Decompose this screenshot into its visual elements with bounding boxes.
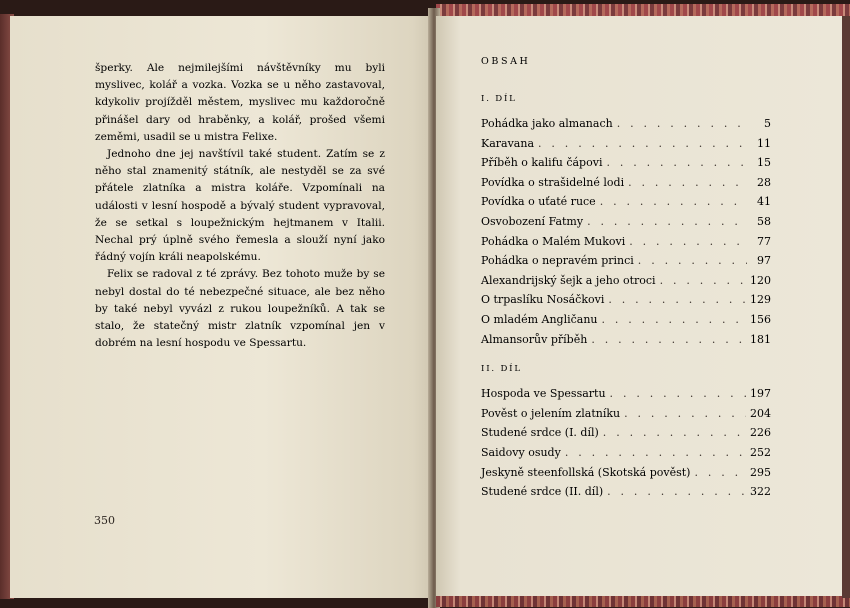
toc-entry [481, 271, 771, 291]
dot-leader [694, 463, 746, 483]
toc-entry [481, 251, 771, 271]
entry-title: Studené srdce (II. díl) [481, 485, 604, 499]
entry-page: 129 [750, 293, 771, 307]
toc-entry [481, 173, 771, 193]
entry-title: O mladém Angličanu [481, 312, 598, 326]
toc-entry [481, 443, 771, 463]
toc-entry [481, 330, 771, 350]
toc-part-2 [481, 384, 771, 502]
dot-leader [606, 153, 747, 173]
dot-leader [660, 271, 746, 291]
cover-pattern-bottom [436, 596, 850, 607]
entry-title: Almansorův příběh [481, 332, 588, 346]
dot-leader [610, 384, 746, 404]
entry-page: 28 [757, 175, 771, 189]
toc-entry [481, 134, 771, 154]
entry-title: Příběh o kalifu čápovi [481, 156, 603, 170]
dot-leader [629, 232, 747, 252]
toc-entry [481, 310, 771, 330]
entry-page: 120 [750, 273, 771, 287]
entry-page: 5 [764, 117, 771, 130]
dot-leader [538, 134, 747, 154]
entry-page: 295 [750, 465, 771, 479]
left-page-text [95, 60, 385, 352]
part-heading: I. DÍL [481, 94, 517, 104]
entry-title: Pověst o jelením zlatníku [481, 406, 621, 420]
toc-entry [481, 482, 771, 502]
table-of-contents [481, 56, 771, 502]
book-cover-edge-right [842, 16, 850, 598]
dot-leader [565, 443, 746, 463]
entry-page: 97 [757, 254, 771, 268]
entry-page: 156 [750, 312, 771, 326]
entry-title: Pohádka o nepravém princi [481, 254, 634, 268]
paragraph: šperky. Ale nejmilejšími návštěvníky mu byli myslivec, kolář a vozka. Vozka se u něho zastavoval, kdykoliv projížděl městem, myslivec mu každoročně přinášel dary od hraběnky, a kolář, prošed všemi zeměmi, usadil se u mistra Felixe. [95, 62, 385, 143]
entry-page: 15 [757, 156, 771, 170]
entry-title: Alexandrijský šejk a jeho otroci [481, 273, 656, 287]
dot-leader [617, 114, 747, 134]
dot-leader [607, 482, 746, 502]
toc-entry [481, 114, 771, 134]
entry-title: Osvobození Fatmy [481, 214, 584, 228]
entry-page: 197 [750, 387, 771, 401]
entry-page: 77 [757, 234, 771, 248]
entry-title: Pohádka jako almanach [481, 117, 613, 130]
dot-leader [602, 310, 747, 330]
page-number: 350 [94, 514, 115, 527]
dot-leader [591, 330, 746, 350]
dot-leader [624, 404, 746, 424]
entry-page: 252 [750, 445, 771, 459]
entry-title: Pohádka o Malém Mukovi [481, 234, 626, 248]
entry-page: 181 [750, 332, 771, 346]
toc-entry [481, 463, 771, 483]
entry-page: 322 [750, 485, 771, 499]
paragraph: Jednoho dne jej navštívil také student. Zatím se z něho stal znamenitý státník, ale nestyděl se za své přátele zlatníka a mistra koláře. Vzpomínali na události v lesní hospodě a bývalý student vypravoval, že se setkal s loupežnickým hejtmanem v Italii. Nechal prý úplně svého řemesla a slouží nyní jako řádný vojín králi neapolskému. [95, 148, 385, 264]
entry-title: Hospoda ve Spessartu [481, 387, 606, 401]
entry-title: Povídka o uťaté ruce [481, 195, 596, 209]
toc-entry [481, 212, 771, 232]
entry-page: 41 [757, 195, 771, 209]
dot-leader [608, 290, 746, 310]
entry-title: Saidovy osudy [481, 445, 561, 459]
entry-page: 11 [757, 136, 771, 150]
dot-leader [628, 173, 747, 193]
toc-entry [481, 192, 771, 212]
entry-title: Karavana [481, 136, 535, 150]
cover-pattern-top [436, 4, 850, 16]
toc-entry [481, 404, 771, 424]
dot-leader [587, 212, 747, 232]
entry-title: Jeskyně steenfollská (Skotská pověst) [481, 465, 691, 479]
dot-leader [600, 192, 747, 212]
entry-title: Povídka o strašidelné lodi [481, 175, 625, 189]
entry-title: Studené srdce (I. díl) [481, 426, 599, 440]
entry-page: 204 [750, 406, 771, 420]
entry-title: O trpaslíku Nosáčkovi [481, 293, 605, 307]
toc-entry [481, 232, 771, 252]
toc-title: OBSAH [481, 56, 531, 67]
toc-entry [481, 153, 771, 173]
dot-leader [638, 251, 747, 271]
entry-page: 58 [757, 214, 771, 228]
paragraph: Felix se radoval z té zprávy. Bez tohoto muže by se nebyl dostal do té nebezpečné situace, ale bez něho by také nebyl vyvázl z rukou loupežníků. A tak se stalo, že statečný mistr zlatník vzpomínal jen v dobrém na lesní hospodu ve Spessartu. [95, 268, 385, 350]
toc-entry [481, 423, 771, 443]
dot-leader [603, 423, 746, 443]
toc-entry [481, 384, 771, 404]
toc-part-1 [481, 114, 771, 349]
toc-entry [481, 290, 771, 310]
entry-page: 226 [750, 426, 771, 440]
part-heading: II. DÍL [481, 364, 522, 375]
